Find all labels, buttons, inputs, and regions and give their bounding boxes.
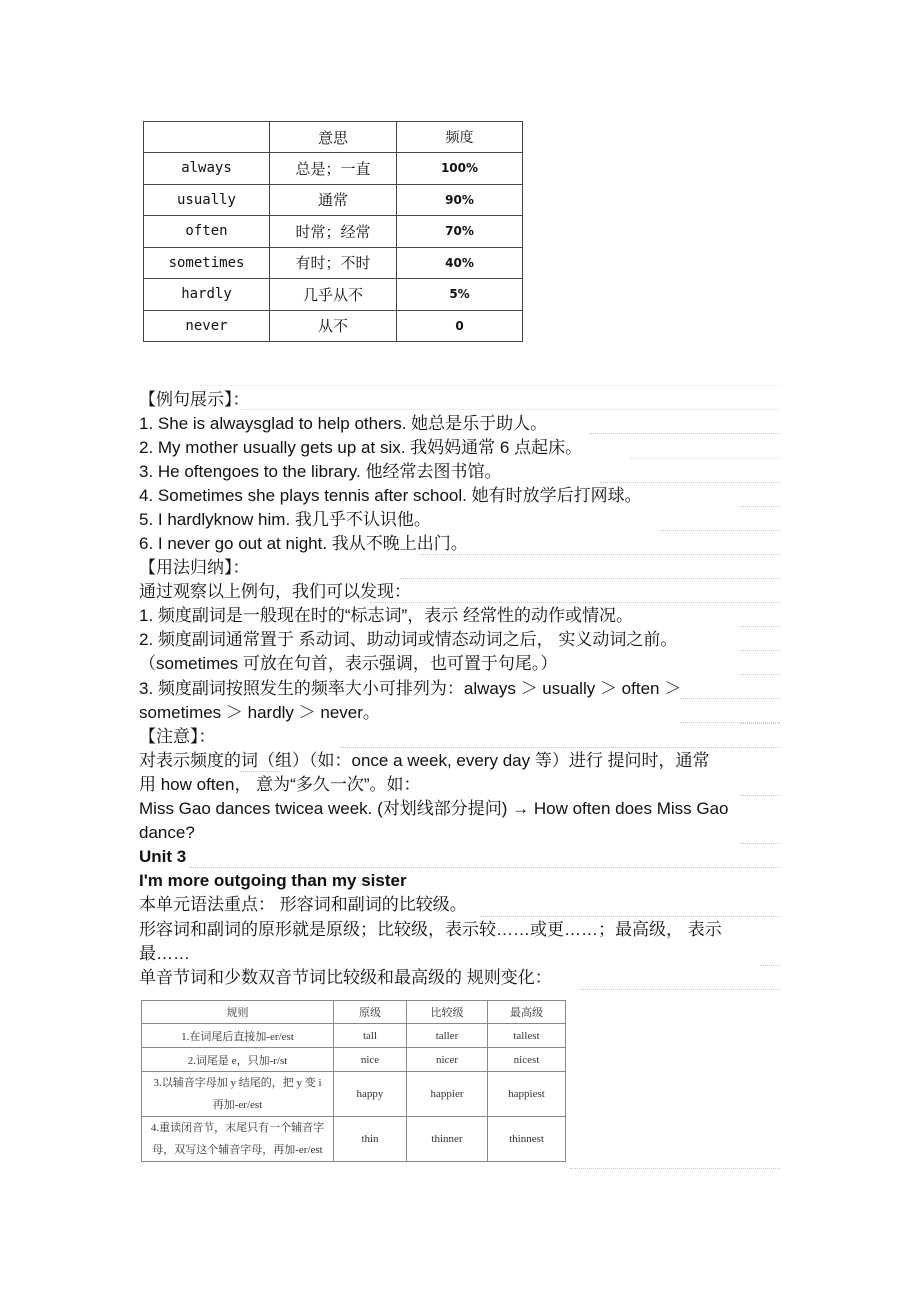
header-cell-frequency: 频度 [397, 122, 523, 153]
rule-line: 母，双写这个辅音字母，再加-er/est [152, 1144, 323, 1156]
rule-cell [142, 1117, 334, 1162]
dotted-guide-line [740, 723, 780, 724]
header-cell-rule: 规则 [142, 1001, 334, 1024]
note-heading: 【注意】： [139, 727, 216, 746]
table-row [144, 184, 523, 216]
meaning-cell: 有时；不时 [270, 247, 397, 279]
dotted-guide-line [740, 674, 780, 675]
header-cell-comparative: 比较级 [407, 1001, 488, 1024]
dotted-guide-line [590, 433, 780, 434]
frequency-cell: 0 [397, 310, 523, 342]
dotted-guide-line [630, 458, 780, 459]
dotted-guide-line [660, 530, 780, 531]
usage-line-1: 1. 频度副词是一般现在时的“标志词”，表示 经常性的动作或情况。 [139, 606, 633, 625]
header-cell-meaning: 意思 [270, 122, 397, 153]
superlative-cell: tallest [488, 1024, 566, 1048]
base-cell: thin [334, 1117, 407, 1162]
table-row [142, 1048, 566, 1072]
dotted-guide-line [680, 698, 780, 699]
comparative-cell: taller [407, 1024, 488, 1048]
base-cell: nice [334, 1048, 407, 1072]
table-row [144, 153, 523, 185]
rule-cell [142, 1072, 334, 1117]
superlative-cell: thinnest [488, 1117, 566, 1162]
dotted-guide-line [760, 965, 780, 966]
example-sentence-1: 1. She is alwaysglad to help others. 她总是乐于助人。 [139, 414, 548, 433]
frequency-cell: 40% [397, 247, 523, 279]
meaning-cell: 几乎从不 [270, 279, 397, 311]
superlative-cell: happiest [488, 1072, 566, 1117]
dotted-guide-line [570, 1168, 780, 1169]
table-header-row [144, 122, 523, 153]
unit-line-4: 单音节词和少数双音节词比较级和最高级的 规则变化： [139, 968, 552, 987]
unit-title: Unit 3 [139, 847, 187, 866]
dotted-guide-line [580, 989, 780, 990]
comparative-cell: nicer [407, 1048, 488, 1072]
example-sentence-6: 6. I never go out at night. 我从不晚上出门。 [139, 534, 468, 553]
header-cell-superlative: 最高级 [488, 1001, 566, 1024]
usage-line-3: （sometimes 可放在句首，表示强调，也可置于句尾。） [139, 654, 558, 673]
rule-line: 4.重读闭音节，末尾只有一个辅音字 [150, 1122, 325, 1134]
unit-line-1: 本单元语法重点： 形容词和副词的比较级。 [139, 895, 467, 914]
unit-line-2: 形容词和副词的原形就是原级；比较级，表示较……或更……；最高级， 表示 [139, 920, 722, 939]
dotted-guide-line [600, 482, 780, 483]
dotted-guide-line [740, 795, 780, 796]
dotted-guide-line [740, 506, 780, 507]
table-row [142, 1117, 566, 1162]
frequency-cell: 100% [397, 153, 523, 185]
note-line-3: Miss Gao dances twicea week. (对划线部分提问) → How often does Miss Gao [139, 799, 729, 818]
frequency-cell: 5% [397, 279, 523, 311]
base-cell: happy [334, 1072, 407, 1117]
example-sentence-5: 5. I hardlyknow him. 我几乎不认识他。 [139, 510, 431, 529]
rule-line: 3.以辅音字母加 y 结尾的，把 y 变 i [153, 1077, 322, 1089]
usage-line-5: sometimes ＞ hardly ＞ never。 [139, 703, 380, 722]
note-line-4: dance? [139, 823, 195, 842]
table-row [142, 1072, 566, 1117]
comparison-rules-table [141, 1000, 566, 1162]
usage-intro: 通过观察以上例句，我们可以发现： [139, 582, 411, 601]
usage-line-2: 2. 频度副词通常置于 系动词、助动词或情态动词之后， 实义动词之前。 [139, 630, 678, 649]
comparative-cell: thinner [407, 1117, 488, 1162]
superlative-cell: nicest [488, 1048, 566, 1072]
unit-line-3: 最…… [139, 944, 190, 963]
table-row [142, 1024, 566, 1048]
meaning-cell: 从不 [270, 310, 397, 342]
frequency-cell: 90% [397, 184, 523, 216]
example-sentence-4: 4. Sometimes she plays tennis after school. 她有时放学后打网球。 [139, 486, 642, 505]
rule-cell: 2.词尾是 e，只加-r/st [142, 1048, 334, 1072]
word-cell: hardly [144, 279, 270, 311]
word-cell: usually [144, 184, 270, 216]
dotted-guide-line [480, 916, 780, 917]
usage-line-4: 3. 频度副词按照发生的频率大小可排列为：always ＞ usually ＞ often ＞ [139, 679, 682, 698]
dotted-guide-line [240, 409, 780, 410]
dotted-guide-line [370, 602, 780, 603]
meaning-cell: 时常；经常 [270, 216, 397, 248]
table-row [144, 216, 523, 248]
word-cell: always [144, 153, 270, 185]
dotted-guide-line [400, 578, 780, 579]
dotted-guide-line [190, 867, 780, 868]
unit-subtitle: I'm more outgoing than my sister [139, 871, 407, 890]
meaning-cell: 通常 [270, 184, 397, 216]
note-line-1: 对表示频度的词（组）（如：once a week, every day 等）进行 提问时，通常 [139, 751, 710, 770]
dotted-guide-line [340, 747, 780, 748]
rule-line: 再加-er/est [212, 1099, 263, 1111]
dotted-guide-line [740, 626, 780, 627]
example-sentence-3: 3. He oftengoes to the library. 他经常去图书馆。 [139, 462, 502, 481]
comparative-cell: happier [407, 1072, 488, 1117]
usage-heading: 【用法归纳】： [139, 558, 250, 577]
table-row [144, 310, 523, 342]
dotted-guide-line [740, 843, 780, 844]
table-row [144, 279, 523, 311]
word-cell: sometimes [144, 247, 270, 279]
table-row [144, 247, 523, 279]
table-header-row [142, 1001, 566, 1024]
dotted-guide-line [740, 650, 780, 651]
dotted-guide-line [200, 385, 780, 386]
dotted-guide-line [420, 554, 780, 555]
meaning-cell: 总是；一直 [270, 153, 397, 185]
rule-cell: 1.在词尾后直接加-er/est [142, 1024, 334, 1048]
header-cell-base: 原级 [334, 1001, 407, 1024]
examples-heading: 【例句展示】： [139, 390, 250, 409]
word-cell: never [144, 310, 270, 342]
note-line-2: 用 how often， 意为“多久一次”。如： [139, 775, 421, 794]
example-sentence-2: 2. My mother usually gets up at six. 我妈妈通常 6 点起床。 [139, 438, 583, 457]
header-cell-word [144, 122, 270, 153]
base-cell: tall [334, 1024, 407, 1048]
word-cell: often [144, 216, 270, 248]
frequency-cell: 70% [397, 216, 523, 248]
frequency-adverb-table [143, 121, 523, 342]
